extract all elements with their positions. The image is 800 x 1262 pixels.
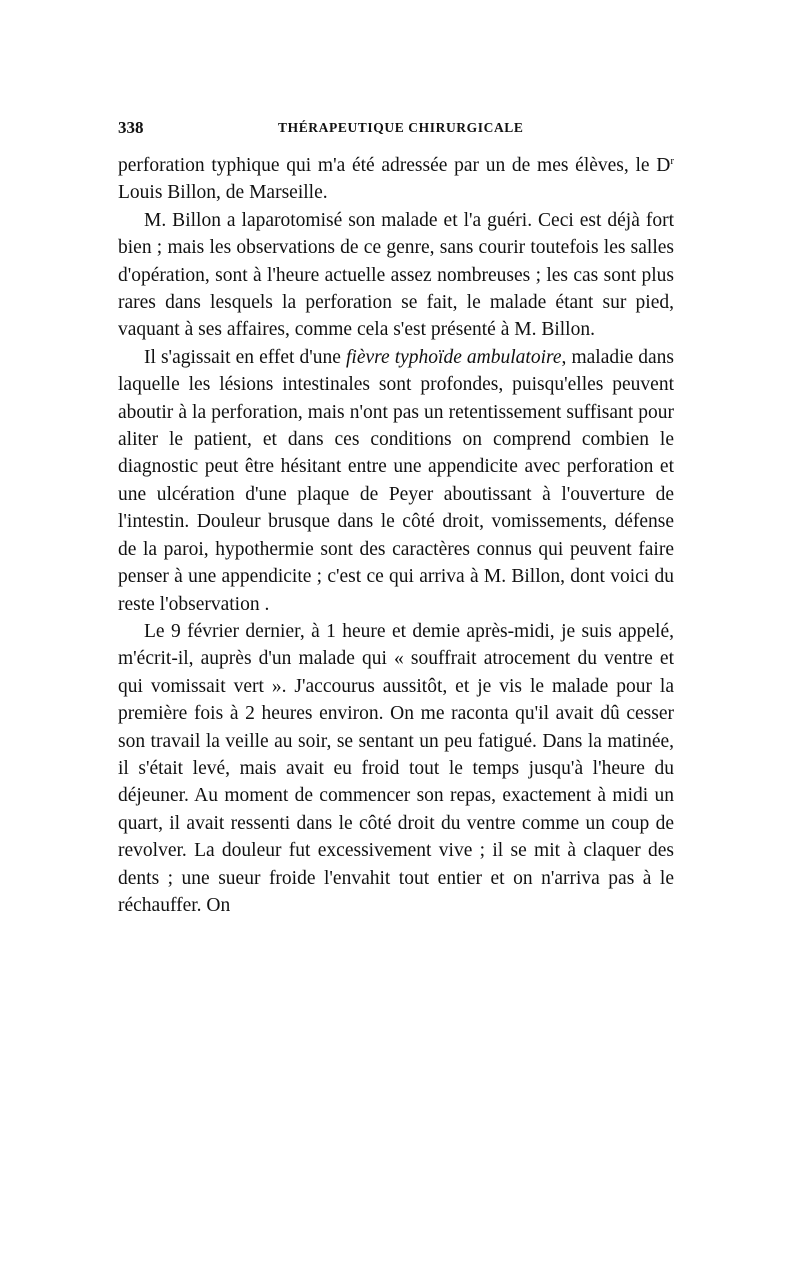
page-header [118, 116, 678, 140]
body-text [118, 152, 674, 919]
paragraph-2: M. Billon a laparotomisé son malade et l'a guéri. Ceci est déjà fort bien ; mais les observations de ce genre, sans courir toutefois les salles d'opération, sont à l'heure actuelle assez nombreuses ; les cas sont plus rares dans lesquels la perforation se fait, le malade étant sur pied, vaquant à ses affaires, comme cela s'est présenté à M. Billon. [118, 209, 674, 341]
paragraph-3-text-b: , maladie dans laquelle les lésions intestinales sont profondes, puisqu'elles peuvent aboutir à la perforation, mais n'ont pas un retentissement suffisant pour aliter le patient, et dans ces conditions on comprend combien le diagnostic peut être hésitant entre une appendicite avec perforation et une ulcération d'une plaque de Peyer aboutissant à l'ouverture de l'intestin. Douleur brusque dans le côté droit, vomissements, défense de la paroi, hypothermie sont des caractères connus qui peuvent faire penser à une appendicite ; c'est ce qui arriva à M. Billon, dont voici du reste l'observation . [118, 346, 675, 615]
italic-term: fièvre typhoïde ambulatoire [346, 346, 562, 368]
paragraph-3-text-a: Il s'agissait en effet d'une [144, 346, 346, 368]
paragraph-1-text-b: Louis Billon, de Marseille. [118, 182, 328, 204]
doctor-abbrev-superscript: r [670, 155, 674, 167]
paragraph-4: Le 9 février dernier, à 1 heure et demie après-midi, je suis appelé, m'écrit-il, auprès d'un malade qui « souffrait atrocement du ventre et qui vomissait vert ». J'accourus aussitôt, et je vis le malade pour la première fois à 2 heures environ. On me raconta qu'il avait dû cesser son travail la veille au soir, se sentant un peu fatigué. Dans la matinée, il s'était levé, mais avait eu froid tout le temps jusqu'à l'heure du déjeuner. Au moment de commencer son repas, exactement à midi un quart, il avait ressenti dans le côté droit du ventre comme un coup de revolver. La douleur fut excessivement vive ; il se mit à claquer des dents ; une sueur froide l'envahit tout entier et on n'arriva pas à le réchauffer. On [118, 620, 674, 916]
paragraph-3 [118, 344, 674, 618]
running-title: THÉRAPEUTIQUE CHIRURGICALE [278, 120, 524, 135]
page-number: 338 [118, 118, 144, 137]
paragraph-1 [118, 152, 674, 207]
paragraph-1-text-a: perforation typhique qui m'a été adressée par un de mes élèves, le D [118, 155, 671, 176]
